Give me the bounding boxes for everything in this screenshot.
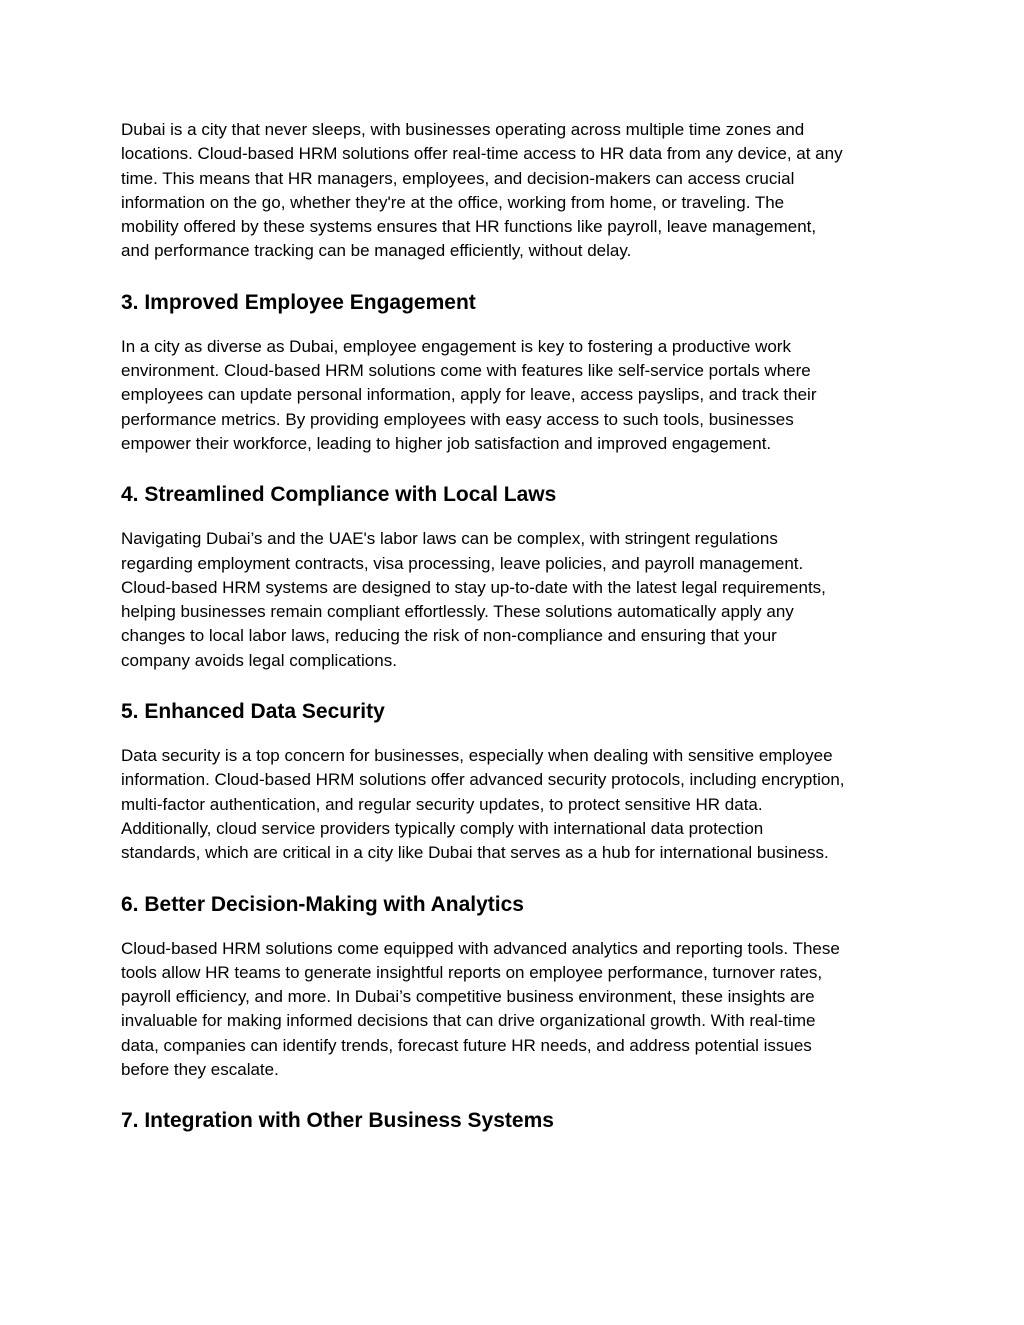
text-line: Dubai is a city that never sleeps, with businesses operating across multiple time zones and	[121, 120, 805, 139]
section-paragraph-compliance	[121, 527, 911, 673]
document-page	[121, 118, 911, 1135]
text-line: data, companies can identify trends, forecast future HR needs, and address potential issues	[121, 1035, 812, 1055]
section-heading-analytics: 6. Better Decision-Making with Analytics	[121, 892, 524, 916]
text-line: employees can update personal information, apply for leave, access payslips, and track their	[121, 385, 817, 405]
section-paragraph-analytics	[121, 937, 911, 1083]
text-line: company avoids legal complications.	[121, 650, 397, 670]
text-line: Navigating Dubai’s and the UAE's labor laws can be complex, with stringent regulations	[121, 529, 778, 549]
text-line: locations. Cloud-based HRM solutions offer real-time access to HR data from any device, at any	[121, 144, 843, 164]
text-line: tools allow HR teams to generate insightful reports on employee performance, turnover rates,	[121, 962, 823, 982]
text-line: Data security is a top concern for businesses, especially when dealing with sensitive employee	[121, 746, 833, 766]
text-line: helping businesses remain compliant effortlessly. These solutions automatically apply any	[121, 602, 794, 622]
text-line: information on the go, whether they're at the office, working from home, or traveling. The	[121, 192, 785, 212]
text-line: environment. Cloud-based HRM solutions come with features like self-service portals where	[121, 361, 811, 381]
section-paragraph-data-security	[121, 744, 911, 865]
text-line: payroll efficiency, and more. In Dubai’s competitive business environment, these insights are	[121, 987, 815, 1007]
text-line: Cloud-based HRM solutions come equipped with advanced analytics and reporting tools. These	[121, 938, 840, 958]
text-line: performance metrics. By providing employees with easy access to such tools, businesses	[121, 409, 794, 429]
text-line: Cloud-based HRM systems are designed to stay up-to-date with the latest legal requirements,	[121, 577, 826, 597]
text-line: invaluable for making informed decisions that can drive organizational growth. With real-time	[121, 1011, 816, 1031]
text-line: information. Cloud-based HRM solutions offer advanced security protocols, including encryption,	[121, 770, 845, 790]
text-line: In a city as diverse as Dubai, employee engagement is key to fostering a productive work	[121, 336, 791, 356]
text-line: time. This means that HR managers, employees, and decision-makers can access crucial	[121, 168, 795, 188]
section-paragraph-employee-engagement	[121, 335, 911, 456]
text-line: regarding employment contracts, visa processing, leave policies, and payroll management.	[121, 553, 804, 573]
section-heading-data-security: 5. Enhanced Data Security	[121, 700, 385, 724]
text-line: changes to local labor laws, reducing the risk of non-compliance and ensuring that your	[121, 626, 777, 646]
text-line: multi-factor authentication, and regular security updates, to protect sensitive HR data.	[121, 794, 763, 814]
text-line: mobility offered by these systems ensures that HR functions like payroll, leave management,	[121, 217, 817, 237]
text-line: empower their workforce, leading to higher job satisfaction and improved engagement.	[121, 433, 772, 453]
section-heading-compliance: 4. Streamlined Compliance with Local Laws	[121, 483, 557, 507]
text-line: before they escalate.	[121, 1060, 279, 1080]
text-line: Additionally, cloud service providers typically comply with international data protection	[121, 818, 764, 838]
section-heading-integration: 7. Integration with Other Business Systems	[121, 1109, 554, 1133]
section-heading-employee-engagement: 3. Improved Employee Engagement	[121, 290, 476, 314]
intro-paragraph	[121, 118, 911, 264]
text-line: standards, which are critical in a city like Dubai that serves as a hub for international business.	[121, 843, 829, 863]
text-line: and performance tracking can be managed efficiently, without delay.	[121, 241, 632, 261]
